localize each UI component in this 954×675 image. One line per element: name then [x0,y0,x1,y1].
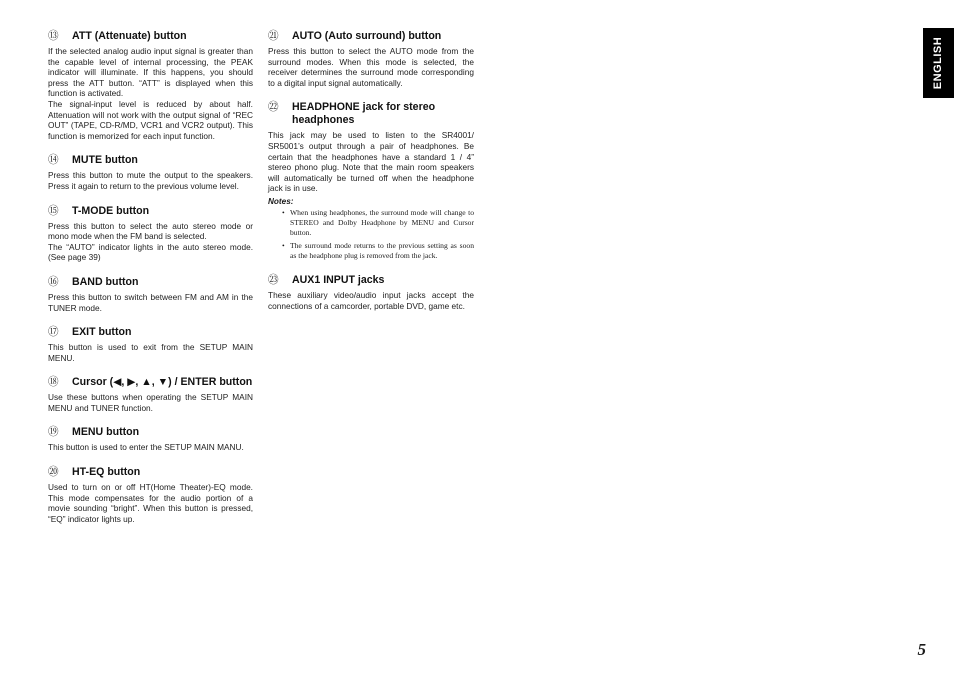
bullet-icon: • [282,240,285,250]
section-title: BAND button [72,275,139,288]
section-title: AUX1 INPUT jacks [292,273,385,286]
section-body [48,442,253,453]
section-title: HT-EQ button [72,466,141,479]
section-body [48,342,253,363]
section-t-mode-button [48,205,253,263]
section-headphone-jack [268,101,474,261]
note-item [282,208,474,239]
section-cursor-enter-button [48,376,253,413]
paragraph: Press this button to mute the output to the speakers. Press it again to return to the previous volume level. [48,170,253,191]
section-ht-eq-button [48,466,253,524]
section-exit-button [48,326,253,363]
note-text: The surround mode returns to the previous setting as soon as the headphone plug is removed from the jack. [290,240,474,260]
item-number: ⑳ [48,466,59,479]
section-body [268,46,474,88]
section-heading [48,466,253,479]
item-number: ⑭ [48,154,59,167]
paragraph: This button is used to exit from the SETUP MAIN MENU. [48,342,253,363]
section-att-button [48,30,253,141]
section-title: MUTE button [72,154,138,167]
section-mute-button [48,154,253,191]
paragraph: The “AUTO” indicator lights in the auto stereo mode. (See page 39) [48,241,253,263]
item-number: ⑮ [48,204,59,217]
paragraph: This button is used to enter the SETUP MAIN MANU. [48,442,244,453]
paragraph: This jack may be used to listen to the SR4001/ SR5001’s output through a pair of headphones. Be certain that the headphones have a standard 1 / 4” stereo phono plug. Note that the main room speakers will automatically be turned off when the headphone jack is in use. [268,130,474,194]
item-number: ⑲ [48,426,59,439]
section-aux1-input-jacks [268,274,474,311]
note-text: When using headphones, the surround mode will change to STEREO and Dolby Headphone by MENU and Cursor button. [290,207,474,238]
section-heading [268,30,474,43]
paragraph: Press this button to select the AUTO mode from the surround modes. When this mode is selected, the receiver determines the surround mode corresponding to a digital input signal automatically. [268,46,474,88]
section-body [48,170,253,191]
section-heading [48,376,253,389]
section-heading [48,326,253,339]
language-tab-label: ENGLISH [932,36,945,90]
section-auto-button [268,30,474,88]
item-number: ㉒ [268,101,279,114]
section-body [48,221,253,263]
right-column [268,30,474,324]
section-heading [48,276,253,289]
section-heading [268,101,474,127]
page-number: 5 [917,640,926,659]
item-number: ㉓ [268,273,279,286]
section-menu-button [48,426,253,453]
section-body [268,130,474,194]
paragraph: The signal-input level is reduced by about half. Attenuation will not work with the output signal of “REC OUT” (TAPE, CD-R/MD, VCR1 and VCR2 output). This function is memorized for each input function. [48,98,253,141]
section-heading [268,274,474,287]
left-column [48,30,253,537]
note-item [282,241,474,261]
paragraph: Used to turn on or off HT(Home Theater)-EQ mode. This mode compensates for the audio portion of a movie sounding “bright”. When this button is pressed, “EQ” indicator lights up. [48,482,253,524]
section-title: EXIT button [72,326,132,339]
section-body [48,46,253,141]
bullet-icon: • [282,207,285,217]
item-number: ⑱ [48,376,59,389]
section-heading [48,205,253,218]
paragraph: Press this button to select the auto stereo mode or mono mode when the FM band is selected. [48,220,253,242]
paragraph: If the selected analog audio input signal is greater than the capable level of internal processing, the PEAK indicator will illuminate. If this happens, you should press the ATT button. “ATT” is displayed when this function is activated. [48,46,253,99]
section-title: T-MODE button [72,204,150,217]
section-heading [48,426,253,439]
paragraph: Press this button to switch between FM and AM in the TUNER mode. [48,291,253,313]
section-body [48,292,253,313]
item-number: ⑯ [48,275,59,288]
section-title: HEADPHONE jack for stereo headphones [292,101,436,127]
item-number: ⑬ [48,30,59,42]
notes-label: Notes: [268,196,294,206]
section-heading [48,30,253,43]
section-body [48,392,253,413]
section-title: ATT (Attenuate) button [72,30,187,42]
paragraph: These auxiliary video/audio input jacks accept the connections of a camcorder, portable DVD, game etc. [268,289,474,311]
section-title: MENU button [72,426,140,439]
item-number: ㉑ [268,30,279,42]
section-band-button [48,276,253,313]
paragraph: Use these buttons when operating the SETUP MAIN MENU and TUNER function. [48,392,253,413]
section-body [48,482,253,524]
section-title: AUTO (Auto surround) button [292,30,442,42]
section-title: Cursor (◀, ▶, ▲, ▼) / ENTER button [72,376,253,389]
section-heading [48,154,253,167]
section-body [268,290,474,311]
item-number: ⑰ [48,326,59,339]
language-tab [923,28,954,98]
